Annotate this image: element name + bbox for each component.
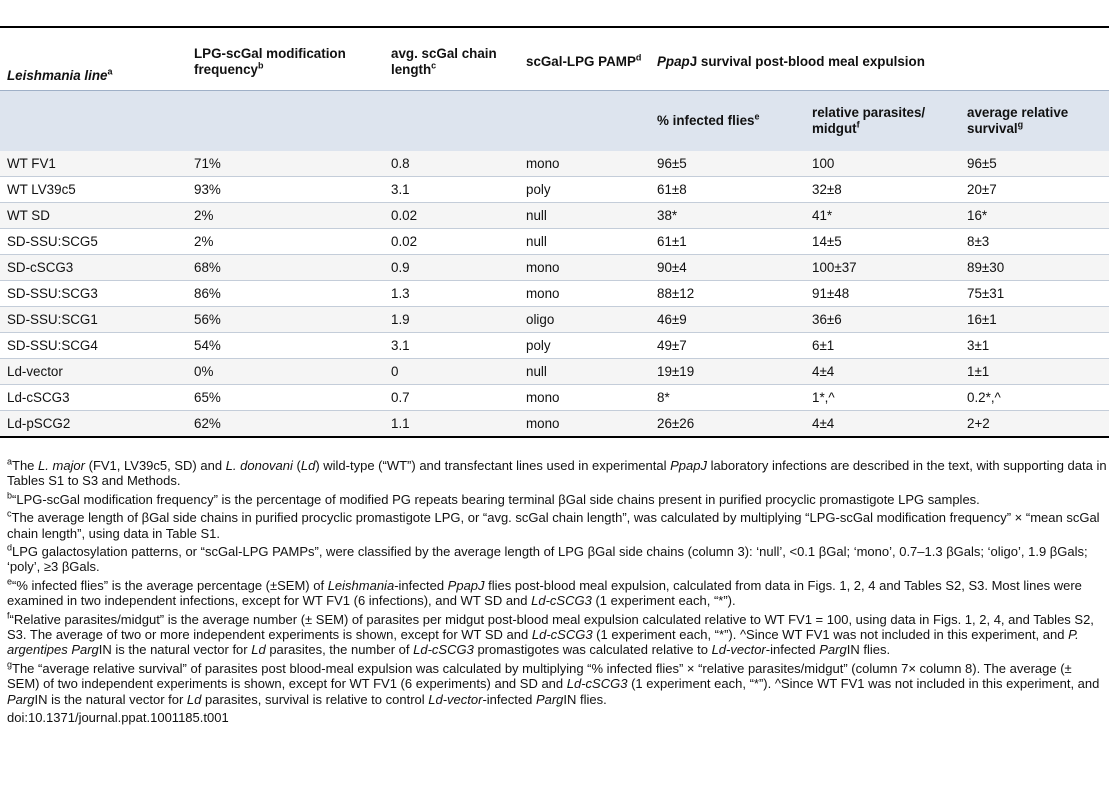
cell-len: 0.9 — [384, 255, 519, 281]
cell-rel: 6±1 — [805, 333, 960, 359]
cell-freq: 0% — [187, 359, 384, 385]
table-row — [0, 359, 1109, 385]
footnote-b: $^b$“LPG-scGal modification frequency” is the percentage of modified PG repeats bearing terminal βGal side chains present in purified procyclic promastigote LPG samples. — [7, 490, 980, 507]
cell-surv: 96±5 — [960, 151, 1109, 177]
cell-rel: 36±6 — [805, 307, 960, 333]
col-header-relative-parasites: relative parasites/ midgut$^f$ — [805, 91, 960, 152]
cell-rel: 100±37 — [805, 255, 960, 281]
cell-rel: 4±4 — [805, 359, 960, 385]
cell-infected: 19±19 — [650, 359, 805, 385]
table-body — [0, 151, 1109, 437]
footnote-d: $^d$LPG galactosylation patterns, or “scGal-LPG PAMPs”, were classified by the average length of LPG βGal side chains (column 3): ‘null’, <0.1 βGal; ‘mono’, 0.7–1.3 βGals; ‘oligo’, 1.9 βGals; ‘poly’, ≥3 βGals. — [7, 542, 1088, 575]
cell-len: 1.1 — [384, 411, 519, 438]
cell-line: SD-cSCG3 — [0, 255, 187, 281]
cell-pamp: null — [519, 229, 650, 255]
cell-rel: 100 — [805, 151, 960, 177]
col-header-line: Leishmania line$^a$ — [7, 66, 113, 83]
cell-len: 3.1 — [384, 177, 519, 203]
cell-line: Ld-pSCG2 — [0, 411, 187, 438]
footnote-a: $^a$The L. major (FV1, LV39c5, SD) and L. donovani (Ld) wild-type (“WT”) and transfectant lines used in experimental PpapJ laboratory infections are described in the text, with supporting data in Tables S1 to S3 and Methods. — [7, 456, 1107, 489]
cell-len: 1.3 — [384, 281, 519, 307]
cell-line: SD-SSU:SCG5 — [0, 229, 187, 255]
cell-infected: 46±9 — [650, 307, 805, 333]
footnote-f: $^f$“Relative parasites/midgut” is the average number (± SEM) of parasites per midgut post-blood meal expulsion calculated relative to WT FV1 = 100, using data in Figs. 1, 2, 4, and Tables S2, S3. The average of two or more independent experiments is shown, except for WT SD and Ld-cSCG3 (1 experiment each, “*”). ^Since WT FV1 was not included in this experiment, and P. argentipes PargIN is the natural vector for Ld parasites, the number of Ld-cSCG3 promastigotes was calculated relative to Ld-vector-infected PargIN flies. — [7, 610, 1094, 658]
data-table — [0, 34, 1109, 438]
cell-pamp: null — [519, 203, 650, 229]
cell-infected: 38* — [650, 203, 805, 229]
cell-len: 0.7 — [384, 385, 519, 411]
cell-infected: 96±5 — [650, 151, 805, 177]
col-header-relative-survival: average relative survival$^g$ — [960, 91, 1109, 152]
cell-line: SD-SSU:SCG1 — [0, 307, 187, 333]
cell-surv: 2+2 — [960, 411, 1109, 438]
cell-pamp: oligo — [519, 307, 650, 333]
table-row — [0, 255, 1109, 281]
cell-surv: 75±31 — [960, 281, 1109, 307]
subheader-row — [0, 91, 1109, 152]
cell-rel: 32±8 — [805, 177, 960, 203]
footnote-e: $^e$“% infected flies” is the average percentage (±SEM) of Leishmania-infected PpapJ flies post-blood meal expulsion, calculated from data in Figs. 1, 2, 4 and Tables S2, S3. Most lines were examined in two independent infections, except for WT FV1 (6 infections), and WT SD and Ld-cSCG3 (1 experiment each, “*”). — [7, 576, 1082, 609]
cell-line: WT SD — [0, 203, 187, 229]
cell-pamp: mono — [519, 411, 650, 438]
cell-infected: 49±7 — [650, 333, 805, 359]
table-row — [0, 411, 1109, 438]
col-header-pamp: scGal-LPG PAMP$^d$ — [526, 52, 642, 69]
cell-pamp: mono — [519, 385, 650, 411]
cell-freq: 86% — [187, 281, 384, 307]
cell-infected: 90±4 — [650, 255, 805, 281]
cell-infected: 88±12 — [650, 281, 805, 307]
cell-rel: 91±48 — [805, 281, 960, 307]
cell-pamp: mono — [519, 255, 650, 281]
cell-surv: 1±1 — [960, 359, 1109, 385]
cell-freq: 65% — [187, 385, 384, 411]
cell-line: WT FV1 — [0, 151, 187, 177]
cell-surv: 16* — [960, 203, 1109, 229]
cell-len: 0 — [384, 359, 519, 385]
table-footnotes — [7, 458, 1107, 726]
cell-pamp: poly — [519, 177, 650, 203]
cell-len: 1.9 — [384, 307, 519, 333]
cell-rel: 1*,^ — [805, 385, 960, 411]
cell-freq: 68% — [187, 255, 384, 281]
col-header-frequency: LPG-scGal modification frequency$^b$ — [194, 46, 346, 77]
cell-freq: 2% — [187, 203, 384, 229]
table-row — [0, 281, 1109, 307]
cell-surv: 8±3 — [960, 229, 1109, 255]
cell-infected: 61±1 — [650, 229, 805, 255]
table-row — [0, 307, 1109, 333]
cell-freq: 54% — [187, 333, 384, 359]
cell-surv: 16±1 — [960, 307, 1109, 333]
doi-text: doi:10.1371/journal.ppat.1001185.t001 — [7, 710, 229, 726]
table-row — [0, 385, 1109, 411]
cell-rel: 4±4 — [805, 411, 960, 438]
cell-line: SD-SSU:SCG4 — [0, 333, 187, 359]
cell-surv: 0.2*,^ — [960, 385, 1109, 411]
table-row — [0, 333, 1109, 359]
cell-len: 0.8 — [384, 151, 519, 177]
cell-pamp: poly — [519, 333, 650, 359]
table-row — [0, 151, 1109, 177]
cell-line: SD-SSU:SCG3 — [0, 281, 187, 307]
cell-len: 3.1 — [384, 333, 519, 359]
col-group-header-survival: PpapJ survival post-blood meal expulsion — [657, 54, 925, 69]
cell-freq: 93% — [187, 177, 384, 203]
cell-infected: 8* — [650, 385, 805, 411]
table-top-rule — [0, 0, 1109, 28]
cell-line: Ld-cSCG3 — [0, 385, 187, 411]
footnote-g: $^g$The “average relative survival” of parasites post blood-meal expulsion was calculated by multiplying “% infected flies” × “relative parasites/midgut” (column 7× column 8). The average (± SEM) of two independent experiments is shown, except for WT FV1 (6 experiments) and SD and Ld-cSCG3 (1 experiment each, “*”). ^Since WT FV1 was not included in this experiment, and PargIN is the natural vector for Ld parasites, survival is relative to control Ld-vector-infected PargIN flies. — [7, 659, 1100, 707]
col-header-infected: % infected flies$^e$ — [650, 91, 805, 152]
cell-surv: 20±7 — [960, 177, 1109, 203]
footnote-c: $^c$The average length of βGal side chains in purified procyclic promastigote LPG, or “avg. scGal chain length”, was calculated by multiplying “LPG-scGal modification frequency” × “mean scGal chain length”, using data in Table S1. — [7, 508, 1100, 541]
header-row — [0, 34, 1109, 91]
cell-pamp: mono — [519, 151, 650, 177]
cell-pamp: mono — [519, 281, 650, 307]
cell-infected: 61±8 — [650, 177, 805, 203]
cell-surv: 89±30 — [960, 255, 1109, 281]
cell-freq: 71% — [187, 151, 384, 177]
col-header-chain-length: avg. scGal chain length$^c$ — [391, 46, 497, 77]
cell-len: 0.02 — [384, 229, 519, 255]
cell-line: Ld-vector — [0, 359, 187, 385]
cell-len: 0.02 — [384, 203, 519, 229]
cell-freq: 62% — [187, 411, 384, 438]
table-row — [0, 229, 1109, 255]
cell-rel: 14±5 — [805, 229, 960, 255]
cell-infected: 26±26 — [650, 411, 805, 438]
cell-surv: 3±1 — [960, 333, 1109, 359]
cell-rel: 41* — [805, 203, 960, 229]
cell-freq: 56% — [187, 307, 384, 333]
cell-pamp: null — [519, 359, 650, 385]
table-row — [0, 177, 1109, 203]
cell-line: WT LV39c5 — [0, 177, 187, 203]
cell-freq: 2% — [187, 229, 384, 255]
table-row — [0, 203, 1109, 229]
